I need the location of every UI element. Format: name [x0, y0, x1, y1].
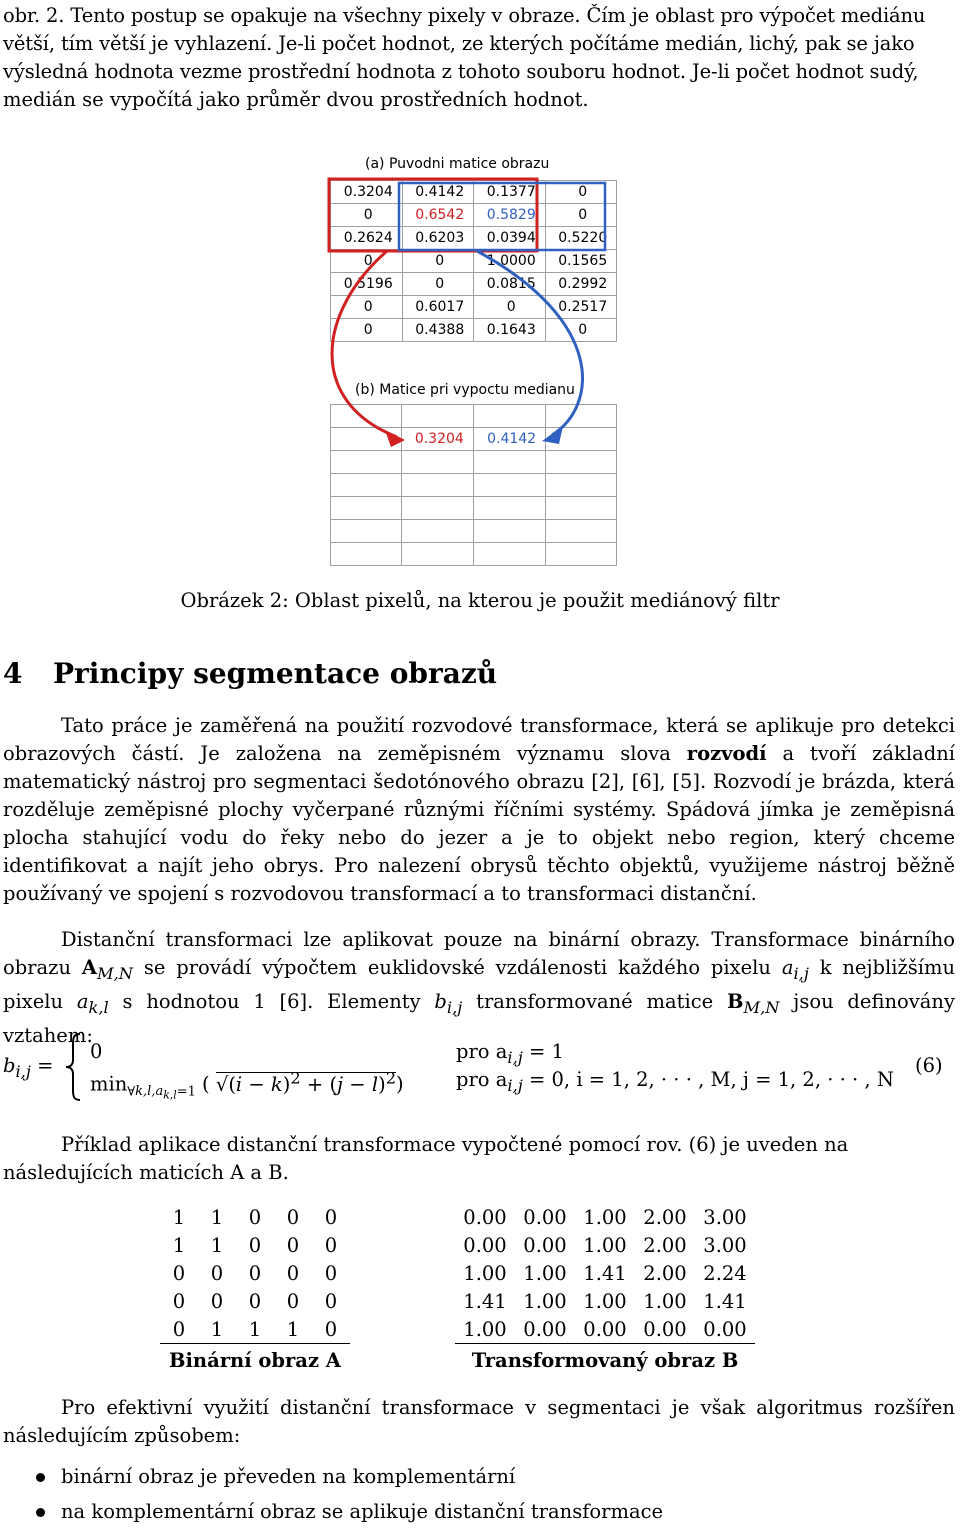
matrix-cell: 0	[286, 1261, 300, 1285]
text-span: Distanční transformaci lze aplikovat pouze na binární obrazy. Transformace binárního obrazu	[3, 928, 955, 979]
matrix-cell: 0.4142	[402, 181, 474, 204]
matrix-row	[455, 1231, 755, 1259]
matrix-cell: 1.00	[523, 1289, 567, 1313]
matrix-cell: 0.0394	[474, 227, 546, 250]
matrix-cell: 0	[402, 250, 474, 273]
equation-case2-value: $\min_{\forall k,l,a_{k,l}=1}$ ( $√(i - k)^2 + (j - l)^2$)	[90, 1068, 404, 1102]
red-arrow-head	[385, 430, 405, 447]
text-span: s hodnotou 1 [6]. Elementy	[108, 989, 435, 1013]
matrix-cell: 0.5220	[545, 227, 617, 250]
matrix-cell: 0.5829	[474, 204, 546, 227]
matrix-cell: 0.00	[523, 1205, 567, 1229]
matrix-cell: 2.00	[643, 1205, 687, 1229]
matrix-cell: 0	[286, 1205, 300, 1229]
matrix-cell: 0.1643	[474, 319, 546, 342]
matrix-cell: 0	[248, 1289, 262, 1313]
matrix-cell: 0.1377	[474, 181, 546, 204]
matrix-row	[455, 1203, 755, 1231]
text-span: pro a	[456, 1068, 508, 1091]
matrix-cell: 3.00	[703, 1205, 747, 1229]
red-window-box	[329, 179, 537, 251]
matrix-cell: 0	[331, 319, 403, 342]
matrix-B-label: Transformovaný obraz B	[455, 1344, 755, 1375]
matrix-cell: 2.00	[643, 1261, 687, 1285]
matrix-cell: 0	[331, 296, 403, 319]
matrix-cell: 0.00	[523, 1233, 567, 1257]
matrix-cell: 1.00	[583, 1233, 627, 1257]
matrix-cell: 3.00	[703, 1233, 747, 1257]
matrix-cell: 0	[210, 1261, 224, 1285]
matrix-cell: 1	[286, 1317, 300, 1341]
matrix-row	[160, 1259, 350, 1287]
bullet-item: na komplementární obraz se aplikuje distanční transformace	[3, 1498, 663, 1533]
matrix-cell: 0.00	[523, 1317, 567, 1341]
matrix-row	[455, 1259, 755, 1287]
matrix-cell: 0	[402, 273, 474, 296]
matrix-cell: 0	[248, 1205, 262, 1229]
intro-line: obr. 2. Tento postup se opakuje na všechny pixely v obraze. Čím je oblast pro výpočet mediánu	[3, 4, 926, 27]
equation-case1-value: 0	[90, 1040, 103, 1063]
equation-case2-condition: pro $a_{i,j} = 0$, i = 1, 2, · · · , M, j = 1, 2, · · · , N	[456, 1068, 894, 1095]
matrix-row	[160, 1231, 350, 1259]
text-span: = 1	[522, 1040, 564, 1063]
text-span: transformované matice	[462, 989, 727, 1013]
matrix-cell: 0.5196	[331, 273, 403, 296]
matrix-cell: 1.00	[583, 1289, 627, 1313]
section-title: Principy segmentace obrazů	[53, 657, 498, 690]
blue-window-box	[399, 183, 605, 250]
paragraph-algorithm: Pro efektivní využití distanční transformace v segmentaci je však algoritmus rozšířen následujícím způsobem:	[3, 1396, 955, 1447]
math-A: A	[81, 956, 97, 979]
equation-case1-condition: pro $a_{i,j} = 1$	[456, 1040, 564, 1067]
blue-arrow	[477, 251, 582, 435]
matrix-cell: 0	[324, 1205, 338, 1229]
equation-number: (6)	[915, 1054, 943, 1077]
matrix-cell: 0	[324, 1317, 338, 1341]
matrix-cell: 0	[172, 1289, 186, 1313]
matrix-cell: 0	[331, 204, 403, 227]
matrix-cell: 1	[172, 1205, 186, 1229]
paragraph-distance: Distanční transformaci lze aplikovat pouze na binární obrazy. Transformace binárního obrazu $A_{M,N}$ se provádí výpočtem euklidovské vzdálenosti každého pixelu $a_{i,j}$ k nejbližšímu pixelu $a_{k,l}$ s hodnotou 1 [6]. Elementy $b_{i,j}$ transformované matice $B_{M,N}$ jsou definovány vztahem:	[3, 928, 956, 1047]
matrix-cell: 1.41	[583, 1261, 627, 1285]
matrix-cell: 0.2624	[331, 227, 403, 250]
intro-line: medián se vypočítá jako průměr dvou prostředních hodnot.	[3, 88, 589, 111]
math-a: a	[76, 989, 89, 1013]
matrix-cell: 0	[545, 181, 617, 204]
median-filter-figure	[327, 152, 617, 572]
matrix-row	[160, 1203, 350, 1231]
matrix-cell: 1	[210, 1233, 224, 1257]
text-span: jsou definovány vztahem:	[3, 989, 955, 1047]
text-span: Tato práce je zaměřená na použití rozvodové transformace, která se aplikuje pro detekci obrazových částí. Je založena na zeměpisném významu slova	[3, 714, 955, 765]
text-span: = 0, i = 1, 2, · · · , M, j = 1, 2, · · · , N	[522, 1068, 894, 1091]
matrix-cell: 0.1565	[545, 250, 617, 273]
matrix-cell: 1.41	[703, 1289, 747, 1313]
matrix-cell: 0	[324, 1233, 338, 1257]
math-B: B	[726, 989, 744, 1013]
section-heading	[3, 657, 497, 690]
matrix-A	[160, 1203, 350, 1374]
matrix-cell: 1.00	[463, 1261, 507, 1285]
matrix-cell: 0.00	[643, 1317, 687, 1341]
matrix-cell: 1.00	[643, 1289, 687, 1313]
figure-overlay	[327, 152, 617, 572]
matrix-cell: 0	[331, 250, 403, 273]
matrix-cell: 1	[248, 1317, 262, 1341]
matrix-cell: 0.4388	[402, 319, 474, 342]
matrix-cell: 2.00	[643, 1233, 687, 1257]
intro-line: větší, tím větší je vyhlazení. Je-li počet hodnot, ze kterých počítáme medián, lichý, pak se jako	[3, 32, 915, 55]
matrix-cell: 0.2517	[545, 296, 617, 319]
matrix-cell: 0	[172, 1317, 186, 1341]
matrix-cell: 0.00	[583, 1317, 627, 1341]
paragraph-example: Příklad aplikace distanční transformace vypočtené pomocí rov. (6) je uveden na následujících maticích A a B.	[3, 1133, 849, 1184]
matrix-cell: 1.00	[463, 1317, 507, 1341]
intro-paragraph	[3, 2, 955, 114]
matrix-cell: 0	[324, 1261, 338, 1285]
equation-brace	[64, 1032, 84, 1102]
bold-term: rozvodí	[686, 742, 767, 765]
math-b: b	[3, 1054, 16, 1077]
matrix-cell: 1	[210, 1317, 224, 1341]
matrix-cell: 1.00	[523, 1261, 567, 1285]
matrix-row	[455, 1315, 755, 1344]
matrix-cell: 0	[474, 296, 546, 319]
text-span: se provádí výpočtem euklidovské vzdálenosti každého pixelu	[133, 956, 782, 979]
matrix-cell: 0	[248, 1261, 262, 1285]
matrix-cell: 1	[172, 1233, 186, 1257]
matrix-cell: 0	[545, 204, 617, 227]
math-a: a	[781, 956, 794, 979]
matrix-cell: 0	[324, 1289, 338, 1313]
matrix-row	[455, 1287, 755, 1315]
blue-arrow-head	[542, 426, 563, 444]
matrix-cell: 0.3204	[331, 181, 403, 204]
text-span: pro a	[456, 1040, 508, 1063]
matrix-cell: 0.3204	[401, 428, 473, 451]
matrix-row	[160, 1287, 350, 1315]
text-span: k nejbližšímu pixelu	[3, 956, 956, 1013]
matrix-cell: 0.6017	[402, 296, 474, 319]
figure-title-b: (b) Matice pri vypoctu medianu	[355, 382, 575, 398]
math-b: b	[434, 989, 447, 1013]
bullet-list	[3, 1463, 663, 1533]
matrix-cell: 0.00	[463, 1233, 507, 1257]
section-number: 4	[3, 657, 23, 690]
matrix-cell: 1.0000	[474, 250, 546, 273]
figure-caption: Obrázek 2: Oblast pixelů, na kterou je použit mediánový filtr	[180, 589, 780, 612]
matrix-cell: 0.00	[703, 1317, 747, 1341]
matrix-B	[455, 1203, 755, 1374]
red-arrow	[332, 251, 397, 437]
matrix-cell: 1.41	[463, 1289, 507, 1313]
matrix-cell: 0	[286, 1233, 300, 1257]
matrix-row	[160, 1315, 350, 1344]
figure-title-a: (a) Puvodni matice obrazu	[365, 156, 550, 172]
matrix-cell: 0.6203	[402, 227, 474, 250]
matrix-cell: 0.0815	[474, 273, 546, 296]
matrix-cell: 0.2992	[545, 273, 617, 296]
matrix-cell: 0	[286, 1289, 300, 1313]
bullet-item: binární obraz je převeden na komplementární	[3, 1463, 663, 1498]
text-span: a tvoří základní matematický nástroj pro segmentaci šedotónového obrazu [2], [6], [5]. Rozvodí je brázda, která rozděluje zeměpisné plochy vyčerpané různými říčními systémy. Spádová jímka je zeměpisná plocha stahující vodu do řeky nebo do jezer a je to objekt nebo region, který chceme identifikovat a najít jeho obrys. Pro nalezení obrysů těchto objektů, využijeme nástroj běžně používaný ve spojení s rozvodovou transformací a to transformaci distanční.	[3, 742, 955, 905]
matrix-cell: 0	[172, 1261, 186, 1285]
matrix-cell: 1.00	[583, 1205, 627, 1229]
matrix-cell: 0	[210, 1289, 224, 1313]
intro-line: výsledná hodnota vezme prostřední hodnota z tohoto souboru hodnot. Je-li počet hodnot sudý,	[3, 60, 919, 83]
matrix-cell: 1	[210, 1205, 224, 1229]
matrix-A-label: Binární obraz A	[160, 1344, 350, 1375]
matrix-cell: 2.24	[703, 1261, 747, 1285]
matrix-cell: 0	[545, 319, 617, 342]
matrix-cell: 0.4142	[473, 428, 545, 451]
paragraph-watershed	[3, 712, 955, 908]
matrix-cell: 0.6542	[402, 204, 474, 227]
matrix-cell: 0.00	[463, 1205, 507, 1229]
equation-lhs: $b_{i,j}$ =	[3, 1054, 54, 1081]
matrix-cell: 0	[248, 1233, 262, 1257]
